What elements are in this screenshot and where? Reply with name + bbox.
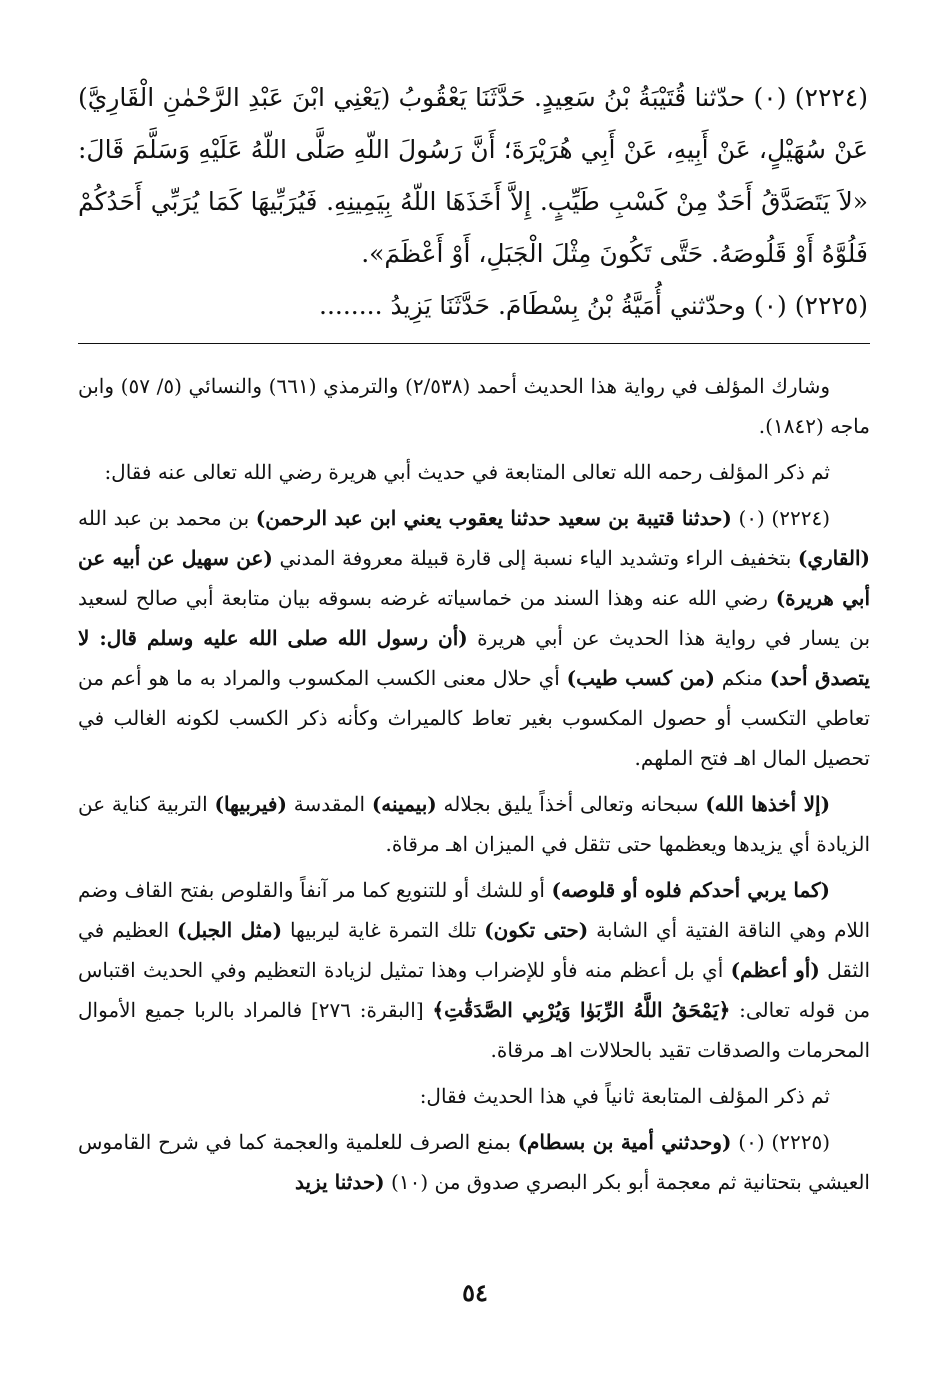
quoted-text: (من كسب طيب) xyxy=(566,666,715,690)
quoted-text: (حدثنا قتيبة بن سعيد حدثنا يعقوب يعني ابن عبد الرحمن) xyxy=(255,506,732,530)
hadith-marker: (٠) xyxy=(753,83,787,112)
quran-verse: ﴿يَمْحَقُ اللَّهُ الرِّبَوٰا وَيُرْبِي الصَّدَقَٰتِ﴾ xyxy=(432,998,731,1022)
commentary-text: ثم ذكر المؤلف المتابعة ثانياً في هذا الحديث فقال: xyxy=(419,1084,830,1108)
commentary-paragraph xyxy=(78,784,870,864)
commentary-text: سبحانه وتعالى أخذاً يليق بجلاله xyxy=(443,792,699,816)
commentary xyxy=(78,366,870,1208)
hadith-number: (٢٢٢٤) xyxy=(794,83,868,112)
commentary-paragraph xyxy=(78,498,870,778)
footnote-divider xyxy=(78,343,870,344)
hadith-2225 xyxy=(78,280,868,332)
commentary-text: بتخفيف الراء وتشديد الياء نسبة إلى قارة قبيلة معروفة المدني xyxy=(279,546,792,570)
commentary-text: أي بل أعظم منه فأو للإضراب وهذا تمثيل لزيادة التعظيم وفي الحديث اقتباس من قوله تعالى: xyxy=(78,958,871,1022)
quoted-text: (أن رسول الله صلى الله عليه وسلم قال: لا يتصدق أحد) xyxy=(78,626,871,690)
commentary-paragraph xyxy=(78,870,870,1070)
commentary-text: التربية كناية عن الزيادة أي يزيدها ويعظمها حتى تثقل في الميزان اهـ مرقاة. xyxy=(78,792,870,856)
hadith-number: (٢٢٢٥) xyxy=(794,291,868,320)
commentary-text: تلك التمرة غاية ليربيها xyxy=(289,918,477,942)
page-number: ٥٤ xyxy=(462,1278,488,1307)
quoted-text: (إلا أخذها الله) xyxy=(705,792,831,816)
hadith-number: (٢٢٢٥) (٠) xyxy=(738,1130,830,1154)
quoted-text: (كما يربي أحدكم فلوه أو قلوصه) xyxy=(551,878,830,902)
verse-reference: [البقرة: ٢٧٦] xyxy=(310,998,424,1022)
commentary-text: وشارك المؤلف في رواية هذا الحديث أحمد (٢/٥٣٨) والترمذي (٦٦١) والنسائي (٥/ ٥٧) وابن ماجه (١٨٤٢). xyxy=(78,374,870,438)
commentary-text: منكم xyxy=(721,666,763,690)
quoted-text: (مثل الجبل) xyxy=(177,918,283,942)
hadith-number: (٢٢٢٤) (٠) xyxy=(738,506,831,530)
quoted-text: (فيربيها) xyxy=(214,792,287,816)
commentary-paragraph xyxy=(78,1122,870,1202)
commentary-paragraph xyxy=(78,452,870,492)
quoted-text: (عن سهيل عن أبيه عن أبي هريرة) xyxy=(78,546,871,610)
hadith-body: حدّثنا قُتَيْبَةُ بْنُ سَعِيدٍ. حَدَّثَنَا يَعْقُوبُ (يَعْنِي ابْنَ عَبْدِ الرَّحْمٰنِ الْقَارِيَّ) عَنْ سُهَيْلٍ، عَنْ أَبِيهِ، عَنْ أَبِي هُرَيْرَةَ؛ أَنَّ رَسُولَ اللّهِ صَلَّى اللّهُ عَلَيْهِ وَسَلَّمَ قَالَ: «لاَ يَتَصَدَّقُ أَحَدٌ مِنْ كَسْبِ طَيِّبٍ. إِلاَّ أَخَذَهَا اللّهُ بِيَمِينِهِ. فَيُرَبِّيهَا كَمَا يُرَبِّي أَحَدُكُمْ فَلُوَّهُ أَوْ قَلُوصَهُ. حَتَّى تَكُونَ مِثْلَ الْجَبَلِ، أَوْ أَعْظَمَ». xyxy=(78,83,868,268)
commentary-paragraph xyxy=(78,366,870,446)
commentary-text: أي حلال معنى الكسب المكسوب والمراد به ما هو أعم من تعاطي التكسب أو حصول المكسوب بغير تعاط كالميراث وكأنه ذكر الكسب لكونه الغالب في تحصيل المال اهـ فتح الملهم. xyxy=(78,666,870,770)
commentary-text: أو للشك أو للتنويع كما مر آنفاً والقلوص بفتح القاف وضم اللام وهي الناقة الفتية أي الشابة xyxy=(78,878,871,942)
quoted-text: (حدثنا يزيد xyxy=(295,1170,385,1194)
commentary-text: بمنع الصرف للعلمية والعجمة كما في شرح القاموس العيشي بتحتانية ثم معجمة أبو بكر البصري صدوق من (١٠) xyxy=(78,1130,870,1194)
hadith-text xyxy=(78,72,868,332)
commentary-text: العظيم في الثقل xyxy=(78,918,871,982)
hadith-2224 xyxy=(78,72,868,280)
commentary-paragraph xyxy=(78,1076,870,1116)
commentary-text: رضي الله عنه وهذا السند من خماسياته غرضه بسوقه بيان متابعة أبي صالح لسعيد بن يسار في رواية هذا الحديث عن أبي هريرة xyxy=(78,586,871,650)
commentary-text: ثم ذكر المؤلف رحمه الله تعالى المتابعة في حديث أبي هريرة رضي الله تعالى عنه فقال: xyxy=(104,460,830,484)
quoted-text: (وحدثني أمية بن بسطام) xyxy=(517,1130,732,1154)
continuation-dots: ........ xyxy=(319,291,383,320)
hadith-body: وحدّثني أُمَيَّةُ بْنُ بِسْطَامَ. حَدَّثَنَا يَزِيدُ xyxy=(390,291,746,320)
commentary-text: فالمراد بالربا جميع الأموال المحرمات والصدقات تقيد بالحلالات اهـ مرقاة. xyxy=(78,998,870,1062)
quoted-text: (القاري) xyxy=(797,546,870,570)
commentary-text: المقدسة xyxy=(293,792,366,816)
quoted-text: (حتى تكون) xyxy=(484,918,589,942)
commentary-text: بن محمد بن عبد الله xyxy=(78,506,250,530)
quoted-text: (بيمينه) xyxy=(371,792,437,816)
hadith-marker: (٠) xyxy=(753,291,787,320)
quoted-text: (أو أعظم) xyxy=(730,958,820,982)
